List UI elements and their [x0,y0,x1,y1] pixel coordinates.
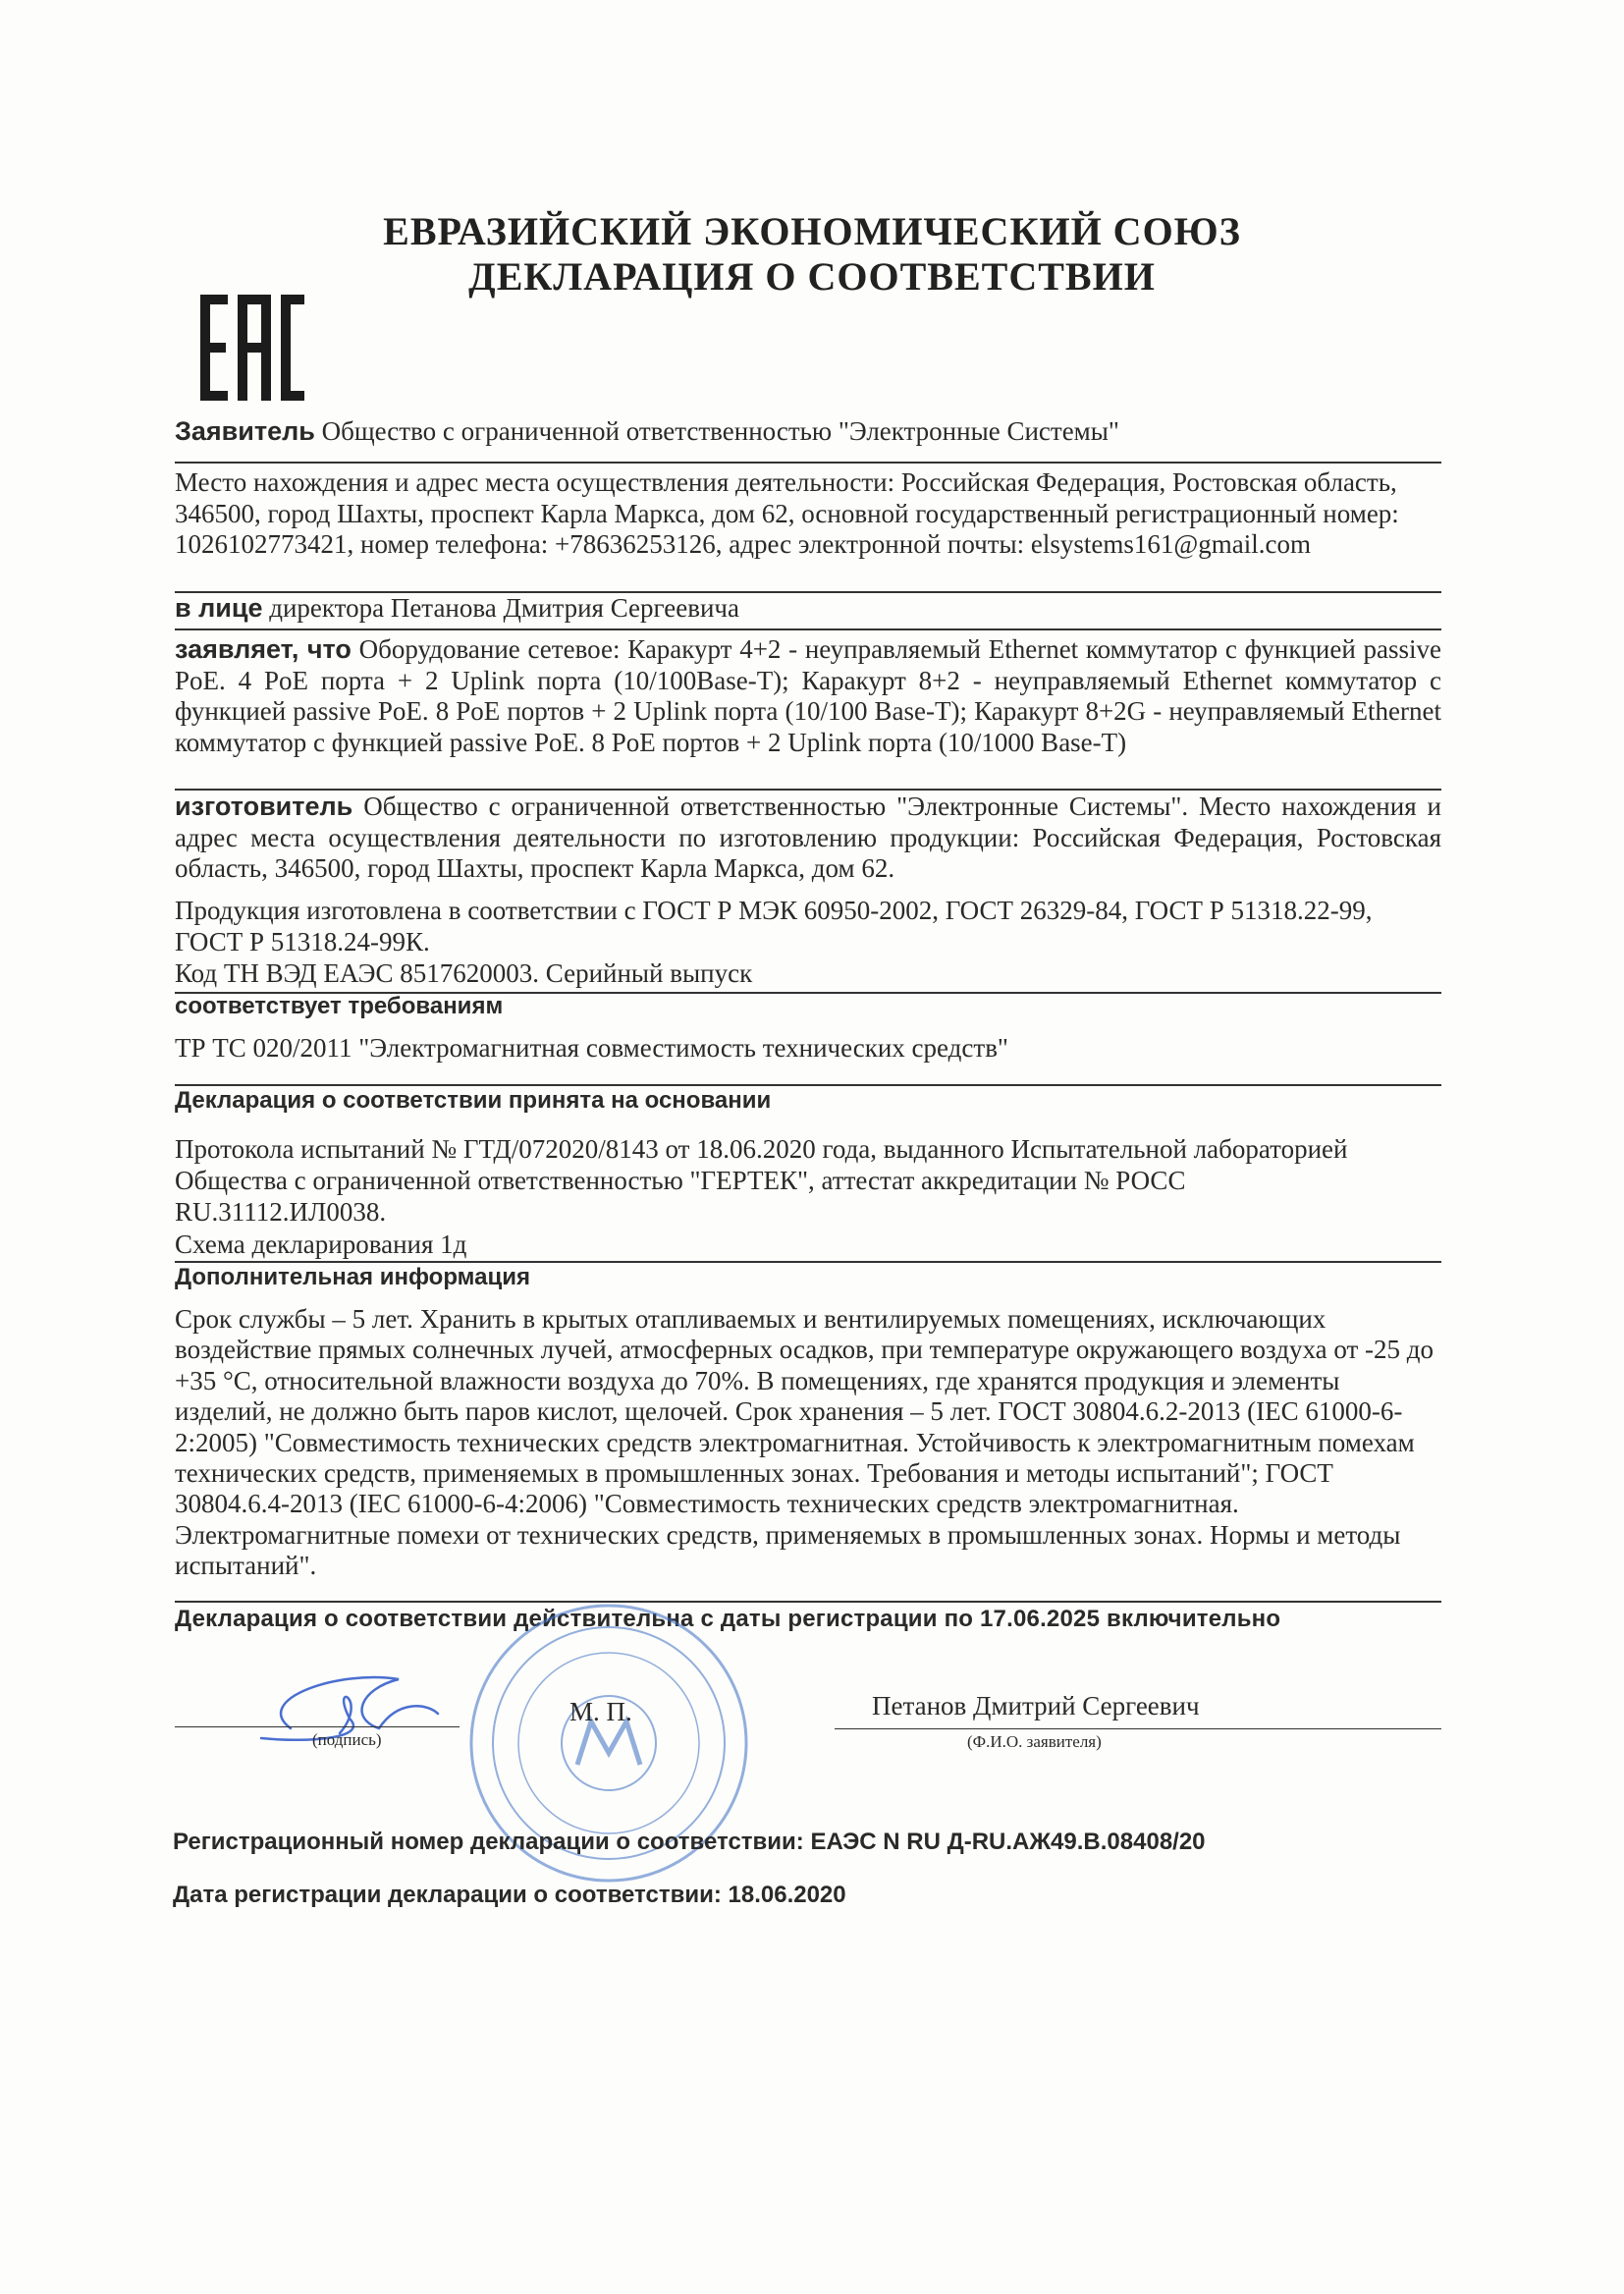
requirements-label: соответствует требованиям [175,993,504,1019]
declares [175,634,1441,758]
basis-value: Протокола испытаний № ГТД/072020/8143 от 18.06.2020 года, выданного Испытательной лабораторией Общества с ограниченной ответственностью "ГЕРТЕК", аттестат аккредитации № РОСС RU.31112.ИЛ0038. [175,1134,1348,1227]
commodity-code: Код ТН ВЭД ЕАЭС 8517620003. Серийный выпуск [175,958,753,988]
requirements-value: ТР ТС 020/2011 "Электромагнитная совместимость технических средств" [175,1033,1008,1063]
validity: Декларация о соответствии действительна с даты регистрации по 17.06.2025 включительно [175,1606,1281,1632]
represented-by-label: в лице [175,593,263,623]
document-title: ДЕКЛАРАЦИЯ О СООТВЕТСТВИИ [468,254,1156,299]
seal-label: М. П. [569,1697,632,1726]
eac-logo [200,295,304,401]
applicant-value: Общество с ограниченной ответственностью "Электронные Системы" [321,416,1119,446]
additional-label: Дополнительная информация [175,1264,530,1290]
divider [175,1601,1441,1603]
divider [175,789,1441,791]
name-caption: (Ф.И.О. заявителя) [967,1732,1102,1751]
signature-caption: (подпись) [312,1730,382,1749]
signature-line [175,1726,460,1727]
registration-number: Регистрационный номер декларации о соответствии: ЕАЭС N RU Д-RU.АЖ49.В.08408/20 [173,1829,1206,1855]
manufacturer-standards: Продукция изготовлена в соответствии с ГОСТ Р МЭК 60950-2002, ГОСТ 26329-84, ГОСТ Р 51318.22-99, ГОСТ Р 51318.24-99К. [175,896,1373,956]
name-line [835,1728,1441,1729]
additional-value: Срок службы – 5 лет. Хранить в крытых отапливаемых и вентилируемых помещениях, исключающих воздействие прямых солнечных лучей, атмосферных осадков, при температуре окружающего воздуха от -25 до +35 °С, относительной влажности воздуха до 70%. В помещениях, где хранятся продукция и элементы изделий, не должно быть паров кислот, щелочей. Срок хранения – 5 лет. ГОСТ 30804.6.2-2013 (IEC 61000-6-2:2005) "Совместимость технических средств электромагнитная. Устойчивость к электромагнитным помехам технических средств, применяемых в промышленных зонах. Требования и методы испытаний"; ГОСТ 30804.6.4-2013 (IEC 61000-6-4:2006) "Совместимость технических средств электромагнитная. Электромагнитные помехи от технических средств, применяемых в промышленных зонах. Нормы и методы испытаний". [175,1304,1434,1581]
manufacturer [175,792,1441,885]
represented-by [175,593,1441,623]
applicant-name: Петанов Дмитрий Сергеевич [872,1691,1200,1720]
manufacturer-value: Общество с ограниченной ответственностью "Электронные Системы". Место нахождения и адрес места осуществления деятельности по изготовлению продукции: Российская Федерация, Ростовская область, 346500, город Шахты, проспект Карла Маркса, дом 62. [175,792,1441,883]
divider [175,462,1441,464]
divider [175,628,1441,630]
union-title: ЕВРАЗИЙСКИЙ ЭКОНОМИЧЕСКИЙ СОЮЗ [383,209,1241,253]
declares-label: заявляет, что [175,634,352,664]
declaration-scheme: Схема декларирования 1д [175,1229,467,1259]
applicant [175,416,1441,446]
address: Место нахождения и адрес места осуществления деятельности: Российская Федерация, Ростовская область, 346500, город Шахты, проспект Карла Маркса, дом 62, основной государственный регистрационный номер: 1026102773421, номер телефона: +78636253126, адрес электронной почты: elsystems161@gmail.com [175,467,1399,559]
manufacturer-label: изготовитель [175,792,353,821]
stamp-middle-ring [493,1627,725,1859]
stamp-inner-ring [518,1653,699,1833]
represented-by-value: директора Петанова Дмитрия Сергеевича [269,593,739,623]
declares-value: Оборудование сетевое: Каракурт 4+2 - неуправляемый Ethernet коммутатор с функцией passive PoE. 4 PoE порта + 2 Uplink порта (10/100Base-T); Каракурт 8+2 - неуправляемый Ethernet коммутатор с функцией passive PoE. 8 PoE портов + 2 Uplink порта (10/100 Base-T); Каракурт 8+2G - неуправляемый Ethernet коммутатор с функцией passive PoE. 8 PoE портов + 2 Uplink порта (10/1000 Base-T) [175,634,1442,757]
basis-label: Декларация о соответствии принята на основании [175,1087,772,1114]
stamp-emblem-mark [577,1721,640,1765]
registration-date: Дата регистрации декларации о соответствии: 18.06.2020 [173,1882,846,1908]
applicant-label: Заявитель [175,416,315,446]
